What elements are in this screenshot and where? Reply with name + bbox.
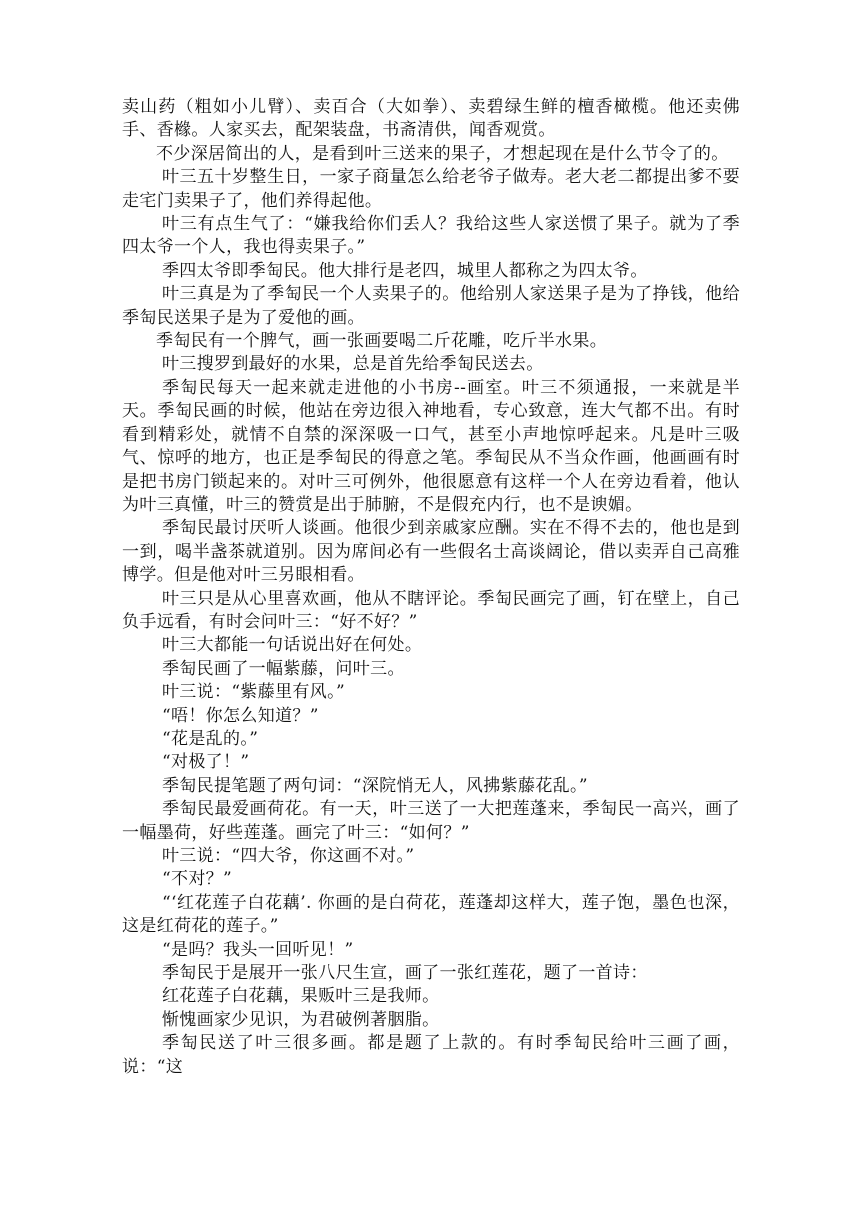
paragraph: “唔！你怎么知道？”: [161, 705, 319, 726]
paragraph: “不对？”: [161, 869, 233, 890]
paragraph: 季匋民最爱画荷花。有一天，叶三送了一大把莲蓬来，季匋民一高兴，画了一幅墨荷，好些莲蓬。画完了叶三：“如何？”: [122, 799, 740, 843]
poem-line: 红花莲子白花藕，果贩叶三是我师。: [161, 986, 440, 1007]
paragraph: 季匋民有一个脾气，画一张画要喝二斤花雕，吃斤半水果。: [156, 331, 608, 352]
paragraph: 季匋民画了一幅紫藤，问叶三。: [161, 658, 405, 679]
paragraph: 叶三真是为了季匋民一个人卖果子的。他给别人家送果子是为了挣钱，他给季匋民送果子是为了爱他的画。: [122, 284, 740, 328]
paragraph: 季匋民提笔题了两句词：“深院悄无人，风拂紫藤花乱。”: [161, 775, 588, 796]
paragraph: 叶三大都能一句话说出好在何处。: [161, 635, 423, 656]
paragraph: 不少深居简出的人，是看到叶三送来的果子，才想起现在是什么节令了的。: [156, 143, 729, 164]
paragraph: “花是乱的。”: [161, 728, 259, 749]
paragraph: 叶三说：“四大爷，你这画不对。”: [161, 846, 415, 866]
poem-line: 惭愧画家少见识，为君破例著胭脂。: [161, 1009, 440, 1030]
paragraph: “‘红花莲子白花藕’. 你画的是白荷花，莲蓬却这样大，莲子饱，墨色也深，这是红荷花的莲子。”: [122, 892, 740, 937]
paragraph: 叶三有点生气了：“嫌我给你们丢人？我给这些人家送惯了果子。就为了季四太爷一个人，我也得卖果子。”: [122, 214, 740, 258]
document-body: [122, 96, 740, 1079]
paragraph: 叶三说：“紫藤里有风。”: [161, 682, 346, 703]
paragraph: “是吗？我头一回听见！”: [161, 939, 354, 960]
paragraph: 叶三搜罗到最好的水果，总是首先给季匋民送去。: [161, 354, 544, 375]
paragraph: 叶三五十岁整生日，一家子商量怎么给老爷子做寿。老大老二都提出爹不要走宅门卖果子了，他们养得起他。: [122, 167, 740, 211]
paragraph: 季匋民于是展开一张八尺生宣，画了一张红莲花，题了一首诗：: [161, 963, 648, 984]
paragraph: “对极了！”: [161, 752, 250, 773]
paragraph: 季匋民最讨厌听人谈画。他很少到亲戚家应酬。实在不得不去的，他也是到一到，喝半盏茶就道别。因为席间必有一些假名士高谈阔论，借以卖弄自己高雅博学。但是他对叶三另眼相看。: [122, 518, 740, 586]
paragraph: 季匋民每天一起来就走进他的小书房--画室。叶三不须通报，一来就是半天。季匋民画的时候，他站在旁边很入神地看，专心致意，连大气都不出。有时看到精彩处，就情不自禁的深深吸一口气，甚至小声地惊呼起来。凡是叶三吸气、惊呼的地方，也正是季匋民的得意之笔。季匋民从不当众作画，他画画有时是把书房门锁起来的。对叶三可例外，他很愿意有这样一个人在旁边看着，他认为叶三真懂，叶三的赞赏是出于肺腑，不是假充内行，也不是谀媚。: [122, 377, 740, 515]
paragraph: 季匋民送了叶三很多画。都是题了上款的。有时季匋民给叶三画了画，说：“这: [122, 1033, 740, 1077]
paragraph: 叶三只是从心里喜欢画，他从不瞎评论。季匋民画完了画，钉在壁上，自己负手远看，有时会问叶三：“好不好？”: [122, 588, 740, 632]
paragraph: 卖山药（粗如小儿臂）、卖百合（大如拳）、卖碧绿生鲜的檀香橄榄。他还卖佛手、香橼。人家买去，配架装盘，书斋清供，闻香观赏。: [122, 97, 740, 141]
paragraph: 季四太爷即季匋民。他大排行是老四，城里人都称之为四太爷。: [161, 260, 648, 281]
